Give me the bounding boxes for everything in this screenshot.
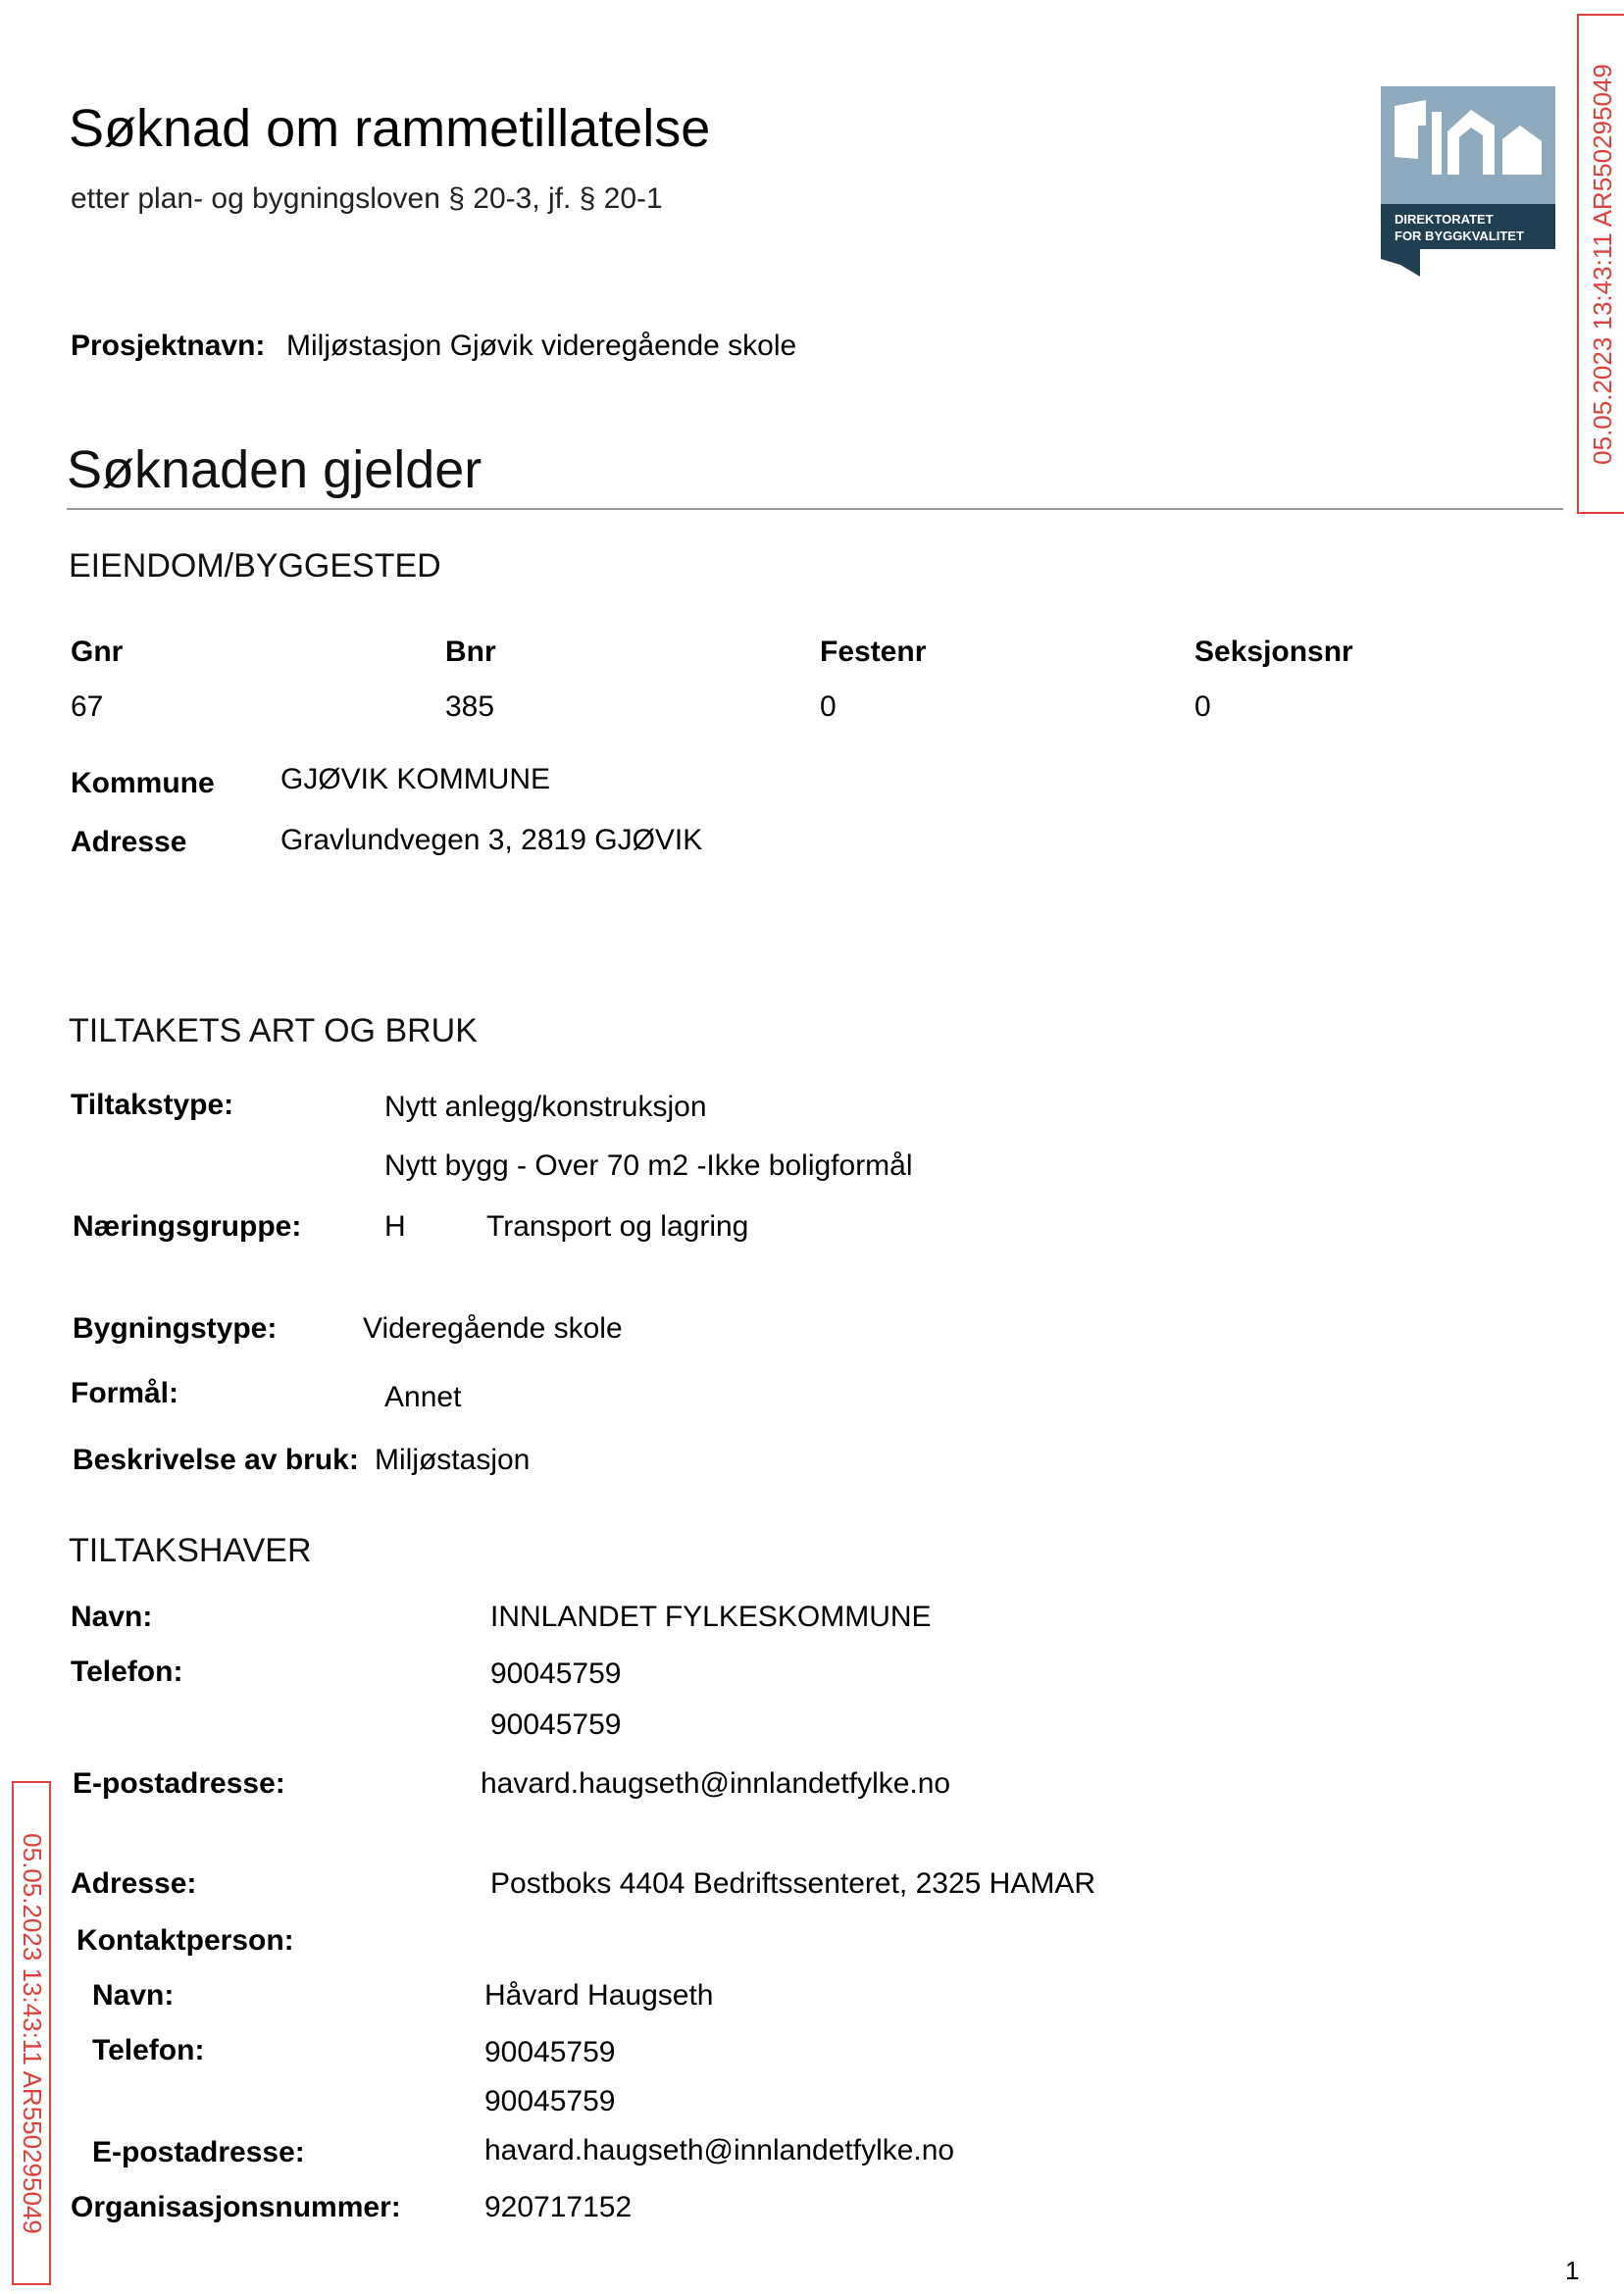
seksjonsnr-value: 0 bbox=[1194, 690, 1211, 723]
kontakt-telefon-1: 90045759 bbox=[484, 2036, 616, 2068]
formaal-label: Formål: bbox=[71, 1377, 179, 1409]
page-subtitle: etter plan- og bygningsloven § 20-3, jf. § 20-1 bbox=[71, 182, 663, 215]
bygningstype-value: Videregående skole bbox=[363, 1312, 623, 1345]
beskrivelse-value: Miljøstasjon bbox=[375, 1444, 531, 1476]
section-heading-property: EIENDOM/BYGGESTED bbox=[69, 547, 441, 585]
gnr-label: Gnr bbox=[71, 636, 124, 668]
tiltakstype-label: Tiltakstype: bbox=[71, 1089, 234, 1121]
tiltakshaver-epost-label: E-postadresse: bbox=[73, 1767, 285, 1800]
stamp-text: 05.05.2023 13:43:11 AR550295049 bbox=[1587, 63, 1617, 465]
tiltakshaver-navn-label: Navn: bbox=[71, 1601, 153, 1633]
tiltakshaver-telefon-2: 90045759 bbox=[490, 1708, 622, 1741]
adresse-value: Gravlundvegen 3, 2819 GJØVIK bbox=[280, 824, 703, 856]
section-divider bbox=[67, 508, 1563, 510]
section-heading-measure: TILTAKETS ART OG BRUK bbox=[69, 1012, 478, 1049]
kontakt-telefon-label: Telefon: bbox=[92, 2034, 205, 2066]
kontakt-epost-value: havard.haugseth@innlandetfylke.no bbox=[484, 2134, 955, 2167]
project-name-label: Prosjektnavn: bbox=[71, 330, 266, 362]
naeringsgruppe-code: H bbox=[384, 1210, 406, 1243]
kontakt-telefon-2: 90045759 bbox=[484, 2085, 616, 2117]
kontakt-navn-value: Håvard Haugseth bbox=[484, 1979, 714, 2012]
tiltakshaver-telefon-label: Telefon: bbox=[71, 1656, 183, 1688]
seksjonsnr-label: Seksjonsnr bbox=[1194, 636, 1353, 668]
tiltakshaver-adresse-value: Postboks 4404 Bedriftssenteret, 2325 HAMAR bbox=[490, 1867, 1095, 1900]
section-heading-applicant: TILTAKSHAVER bbox=[69, 1532, 312, 1569]
naeringsgruppe-name: Transport og lagring bbox=[486, 1210, 749, 1243]
stamp-text: 05.05.2023 13:43:11 AR550295049 bbox=[17, 1832, 47, 2234]
timestamp-stamp-top bbox=[1577, 14, 1624, 514]
kommune-label: Kommune bbox=[71, 767, 215, 799]
kontaktperson-label: Kontaktperson: bbox=[76, 1924, 294, 1957]
tiltakshaver-navn-value: INNLANDET FYLKESKOMMUNE bbox=[490, 1601, 932, 1633]
festenr-value: 0 bbox=[820, 690, 837, 723]
bygningstype-label: Bygningstype: bbox=[73, 1312, 278, 1345]
page-title: Søknad om rammetillatelse bbox=[69, 99, 711, 158]
logo-text-line-2: FOR BYGGKVALITET bbox=[1395, 229, 1524, 243]
tiltakshaver-telefon-1: 90045759 bbox=[490, 1657, 622, 1690]
page-number: 1 bbox=[1565, 2256, 1580, 2285]
beskrivelse-label: Beskrivelse av bruk: bbox=[73, 1444, 359, 1476]
tiltakstype-value-2: Nytt bygg - Over 70 m2 -Ikke boligformål bbox=[384, 1149, 913, 1182]
gnr-value: 67 bbox=[71, 690, 104, 723]
logo-text-line-1: DIREKTORATET bbox=[1395, 212, 1494, 227]
kontakt-navn-label: Navn: bbox=[92, 1979, 175, 2012]
kommune-value: GJØVIK KOMMUNE bbox=[280, 763, 551, 795]
tiltakshaver-adresse-label: Adresse: bbox=[71, 1867, 197, 1900]
project-name-value: Miljøstasjon Gjøvik videregående skole bbox=[286, 330, 797, 362]
timestamp-stamp-bottom bbox=[12, 1781, 51, 2285]
orgnr-label: Organisasjonsnummer: bbox=[71, 2191, 401, 2223]
dibk-logo-icon bbox=[1381, 86, 1555, 277]
tiltakshaver-epost-value: havard.haugseth@innlandetfylke.no bbox=[481, 1767, 951, 1800]
bnr-label: Bnr bbox=[445, 636, 496, 668]
section-heading-application: Søknaden gjelder bbox=[67, 440, 482, 499]
adresse-label: Adresse bbox=[71, 826, 187, 858]
orgnr-value: 920717152 bbox=[484, 2191, 633, 2223]
bnr-value: 385 bbox=[445, 690, 495, 723]
festenr-label: Festenr bbox=[820, 636, 927, 668]
tiltakstype-value-1: Nytt anlegg/konstruksjon bbox=[384, 1091, 707, 1123]
naeringsgruppe-label: Næringsgruppe: bbox=[73, 1210, 302, 1243]
formaal-value: Annet bbox=[384, 1381, 462, 1413]
kontakt-epost-label: E-postadresse: bbox=[92, 2136, 305, 2168]
